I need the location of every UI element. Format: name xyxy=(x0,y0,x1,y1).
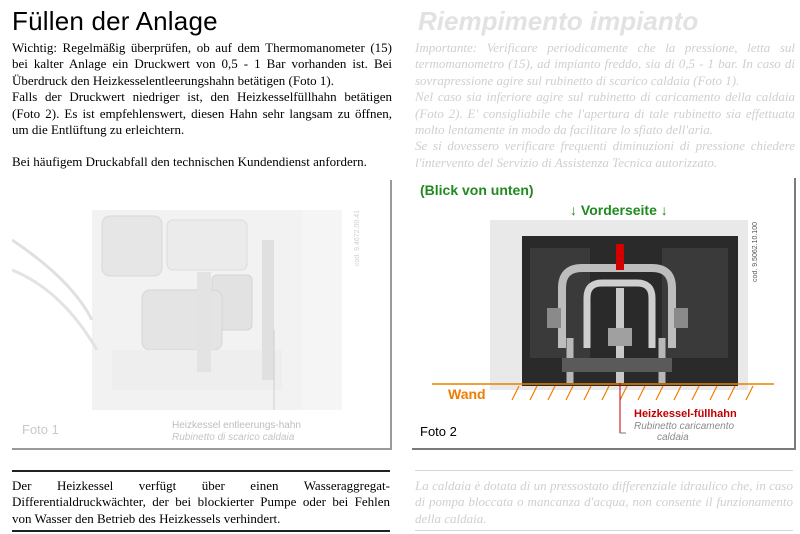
paragraph-de-1: Wichtig: Regelmäßig überprüfen, ob auf dem Thermomanometer (15) bei kalter Anlage ein Druckwert von 0,5 - 1 Bar vorhanden ist. Bei Überdruck den Heizkesselentleerungshahn betätigen (Foto 1). xyxy=(12,40,392,88)
paragraph-it-2: Nel caso sia inferiore agire sul rubinetto di caricamento della caldaia (Foto 2). E' consigliabile che l'apertura di tale rubinetto sia effettuata molto lentamente in modo da facilitare lo sfiato dell'aria. xyxy=(415,89,795,138)
front-side-label: ↓ Vorderseite ↓ xyxy=(570,202,668,218)
photo-1-label: Foto 1 xyxy=(22,422,59,437)
photo-1-frame xyxy=(12,180,392,450)
fill-tap-label-it-1: Rubinetto caricamento xyxy=(634,421,735,432)
note-de: Der Heizkessel verfügt über einen Wasseraggregat-Differentialdruckwächter, der bei blockierter Pumpe oder bei Fehlen von Wasser den Betrieb des Heizkessels verhindert. xyxy=(12,478,390,526)
photo-1-callout-de: Heizkessel entleerungs-hahn xyxy=(172,420,301,431)
divider-top-it xyxy=(415,470,793,471)
title-it: Riempimento impianto xyxy=(418,6,699,36)
paragraph-de-3: Bei häufigem Druckabfall den technischen Kundendienst anfordern. xyxy=(12,154,367,170)
fill-tap-label-de: Heizkessel-füllhahn xyxy=(634,408,737,420)
photo-1-callout-it: Rubinetto di scarico caldaia xyxy=(172,432,295,443)
paragraph-it-1: Importante: Verificare periodicamente che la pressione, letta sul termomanometro (15), ad impianto freddo, sia di 0,5 - 1 bar. In caso di sovrapressione agire sul rubinetto di scarico caldaia (Foto 1). xyxy=(415,40,795,88)
paragraph-it-3: Se si dovessero verificare frequenti diminuzioni di pressione chiedere l'intervento del Servizio di Assistenza Tecnica autorizzato. xyxy=(415,138,795,170)
paragraph-de-2: Falls der Druckwert niedriger ist, den Heizkesselfüllhahn betätigen (Foto 2). Es ist empfehlenswert, diesen Hahn sehr langsam zu öffnen, um die Entlüftung zu erleichtern. xyxy=(12,89,392,138)
note-it: La caldaia è dotata di un pressostato differenziale idraulico che, in caso di pompa bloccata o mancanza d'acqua, non consente il funzionamento della caldaia. xyxy=(415,478,793,526)
text-column-it xyxy=(415,40,795,171)
divider-bottom-it xyxy=(415,530,793,531)
fill-tap-label-it-2: caldaia xyxy=(657,432,689,443)
text-column-de xyxy=(12,40,392,171)
photo-2-frame xyxy=(412,178,796,450)
title-de: Füllen der Anlage xyxy=(12,6,218,36)
photo-2-label: Foto 2 xyxy=(420,424,457,439)
photo-2-code: cod. 9.5062.10.100 xyxy=(752,222,759,282)
divider-bottom-de xyxy=(12,530,390,532)
wall-label: Wand xyxy=(448,386,486,402)
divider-top-de xyxy=(12,470,390,472)
view-label: (Blick von unten) xyxy=(420,182,534,198)
photo-1-image xyxy=(12,180,390,448)
photo-1-code: cod. 9.4672.00.41 xyxy=(354,210,361,267)
